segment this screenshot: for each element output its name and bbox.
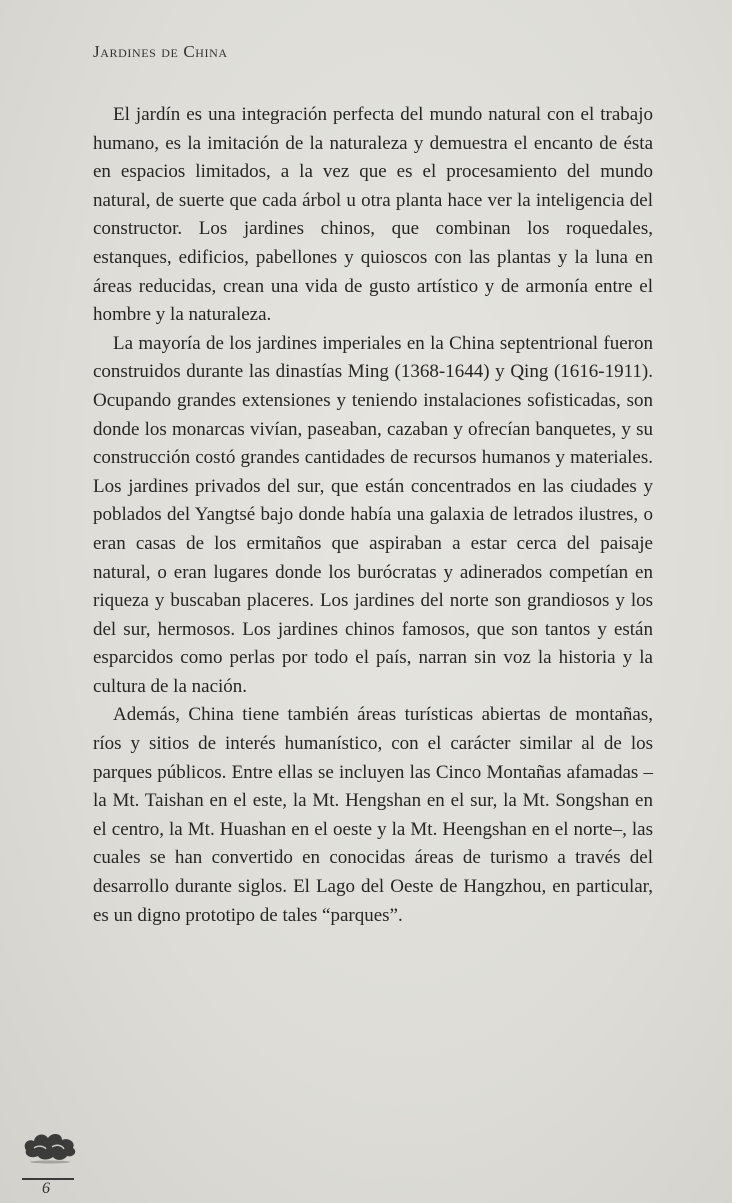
paragraph-3: Además, China tiene también áreas turísticas abiertas de montañas, ríos y sitios de interés humanístico, con el carácter similar al de los parques públicos. Entre ellas se incluyen las Cinco Montañas afamadas –la Mt. Taishan en el este, la Mt. Hengshan en el sur, la Mt. Songshan en el centro, la Mt. Huashan en el oeste y la Mt. Heengshan en el norte–, las cuales se han convertido en conocidas áreas de turismo a través del desarrollo durante siglos. El Lago del Oeste de Hangzhou, en particular, es un digno prototipo de tales “parques”.: [93, 704, 653, 926]
paragraph-1: El jardín es una integración perfecta del mundo natural con el trabajo humano, es la imitación de la naturaleza y demuestra el encanto de ésta en espacios limitados, a la vez que es el procesamiento del mundo natural, de suerte que cada árbol u otra planta hace ver la inteligencia del constructor. Los jardines chinos, que combinan los roquedales, estanques, edificios, pabellones y quioscos con las plantas y la luna en áreas reducidas, crean una vida de gusto artístico y de armonía entre el hombre y la naturaleza.: [93, 104, 653, 326]
cloud-ornament-icon: [20, 1128, 80, 1164]
running-header: Jardines de China: [93, 42, 228, 61]
body-text: [93, 101, 653, 930]
paragraph-2: La mayoría de los jardines imperiales en la China septentrional fueron construidos durante las dinastías Ming (1368-1644) y Qing (1616-1911). Ocupando grandes extensiones y teniendo instalaciones sofisticadas, son donde los monarcas vivían, paseaban, cazaban y ofrecían banquetes, y su construcción costó grandes cantidades de recursos humanos y materiales. Los jardines privados del sur, que están concentrados en las ciudades y poblados del Yangtsé bajo donde había una galaxia de letrados ilustres, o eran casas de los ermitaños que aspiraban a estar cerca del paisaje natural, o eran lugares donde los burócratas y adinerados competían en riqueza y buscaban placeres. Los jardines del norte son grandiosos y los del sur, hermosos. Los jardines chinos famosos, que son tantos y están esparcidos como perlas por todo el país, narran sin voz la historia y la cultura de la nación.: [93, 332, 653, 697]
page-number: 6: [42, 1180, 50, 1197]
